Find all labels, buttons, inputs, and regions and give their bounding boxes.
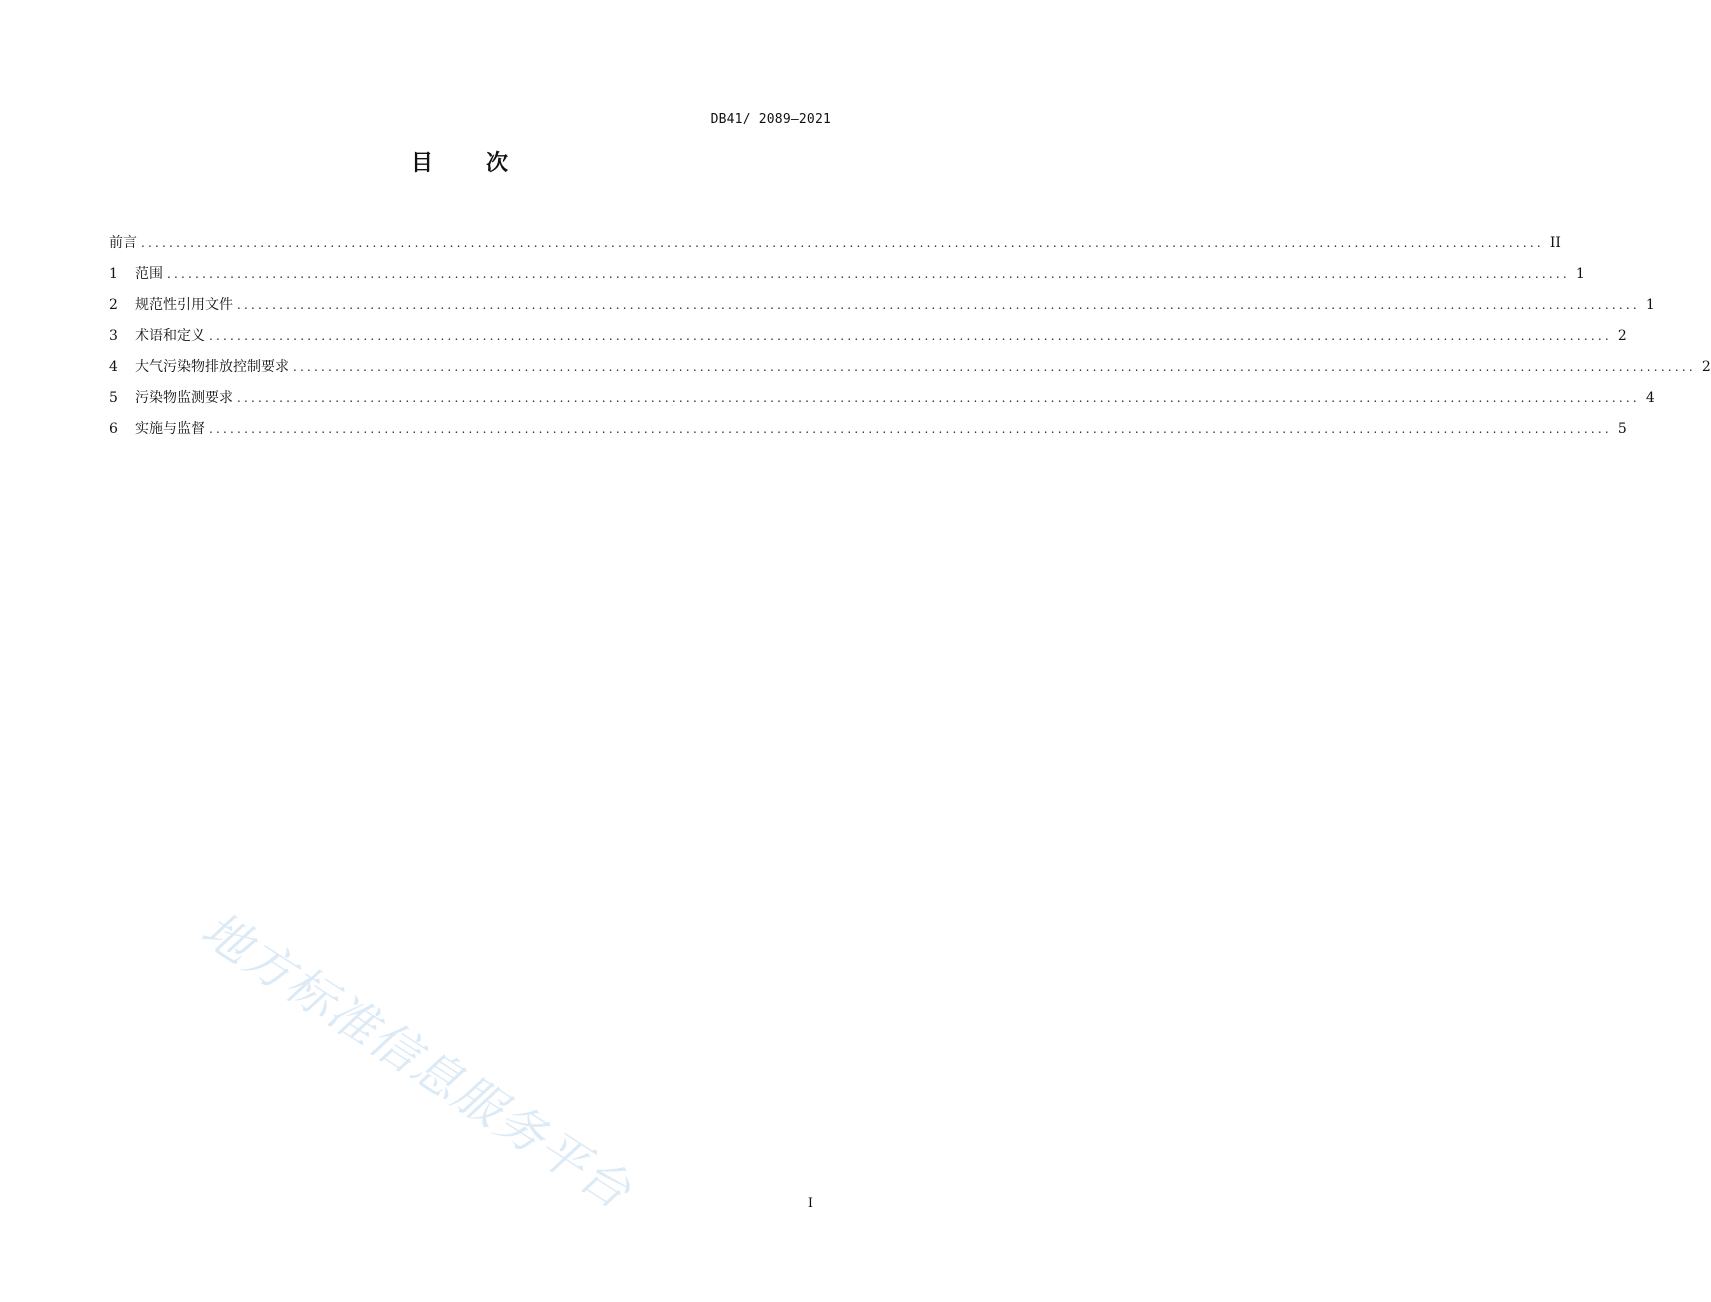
toc-entry-6[interactable] [109, 418, 1627, 449]
table-of-contents [109, 232, 1711, 449]
toc-entry-page: 2 [1617, 328, 1627, 344]
toc-entry-label: 污染物监测要求 [135, 390, 233, 406]
toc-entry-page: II [1549, 235, 1561, 251]
toc-entry-label: 术语和定义 [135, 328, 205, 344]
toc-entry-number: 2 [109, 297, 118, 313]
toc-entry-label: 范围 [135, 266, 163, 282]
toc-entry-page: 1 [1575, 266, 1585, 282]
toc-entry-2[interactable] [109, 294, 1655, 325]
watermark: 地方标准信息服务平台 [191, 901, 642, 1221]
toc-leader-dots: ........................................................................................................................................................................................................ [141, 236, 1544, 250]
toc-entry-1[interactable] [109, 263, 1585, 294]
page-number: I [807, 1196, 813, 1211]
toc-entry-4[interactable] [109, 356, 1711, 387]
toc-entry-5[interactable] [109, 387, 1655, 418]
toc-leader-dots: ........................................................................................................................................................................................................ [167, 267, 1570, 281]
toc-leader-dots: ........................................................................................................................................................................................................ [237, 391, 1640, 405]
toc-entry-number: 1 [109, 266, 118, 282]
toc-entry-page: 5 [1617, 421, 1627, 437]
toc-title [0, 146, 920, 177]
toc-leader-dots: ........................................................................................................................................................................................................ [237, 298, 1640, 312]
toc-entry-label: 大气污染物排放控制要求 [135, 359, 289, 375]
toc-entry-number: 3 [109, 328, 118, 344]
toc-entry-label: 规范性引用文件 [135, 297, 233, 313]
toc-entry-page: 2 [1701, 359, 1711, 375]
toc-entry-number: 5 [109, 390, 118, 406]
toc-leader-dots: ........................................................................................................................................................................................................ [209, 329, 1612, 343]
toc-entry-number: 6 [109, 421, 118, 437]
toc-title-part2: 次 [486, 151, 510, 176]
toc-entry-3[interactable] [109, 325, 1627, 356]
toc-entry-page: 4 [1645, 390, 1655, 406]
toc-leader-dots: ........................................................................................................................................................................................................ [293, 360, 1696, 374]
toc-title-part1: 目 [410, 151, 434, 176]
document-code: DB41/ 2089—2021 [710, 112, 831, 127]
toc-entry-page: 1 [1645, 297, 1655, 313]
toc-entry-number: 4 [109, 359, 118, 375]
toc-entry-foreword[interactable] [109, 232, 1561, 263]
toc-entry-label: 前言 [109, 235, 137, 251]
toc-entry-label: 实施与监督 [135, 421, 205, 437]
toc-leader-dots: ........................................................................................................................................................................................................ [209, 422, 1612, 436]
